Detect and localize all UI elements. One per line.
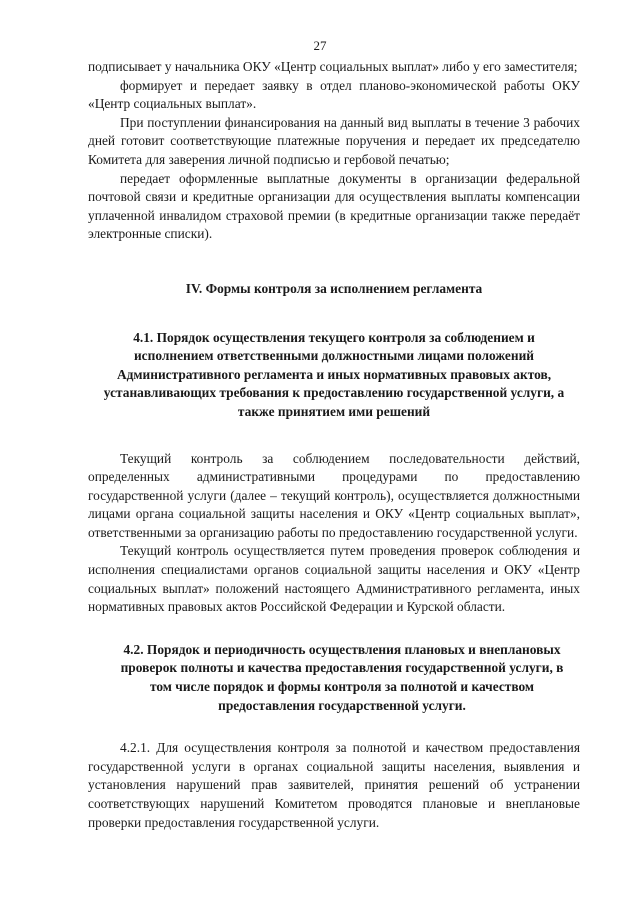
- paragraph-4-2-1: 4.2.1. Для осуществления контроля за полнотой и качеством предоставления государственной услуги в органах социальной защиты населения, выявления и установления нарушений прав заявителей, принятия решений об устранении соответствующих нарушений Комитетом проводятся плановые и внеплановые проверки предоставления государственной услуги.: [88, 740, 580, 830]
- section-iv-title: IV. Формы контроля за исполнением регламента: [185, 280, 483, 296]
- page-content: [88, 58, 580, 832]
- page-number: 27: [313, 38, 327, 53]
- paragraph-financing: При поступлении финансирования на данный вид выплаты в течение 3 рабочих дней готовит соответствующие платежные поручения и передает их председателю Комитета для заверения личной подписью и гербовой печатью;: [88, 114, 580, 167]
- subsection-4-2-title: 4.2. Порядок и периодичность осуществления плановых и внеплановых проверок полноты и качества предоставления государственной услуги, в том числе порядок и формы контроля за полнотой и качеством предоставления государственной услуги.: [120, 641, 564, 713]
- paragraph-current-control: Текущий контроль за соблюдением последовательности действий, определенных административными процедурами по предоставлению государственной услуги (далее – текущий контроль), осуществляется должностными лицами органа социальной защиты населения и ОКУ «Центр социальных выплат», ответственными за организацию работы по предоставлению государственной услуги.: [88, 450, 580, 540]
- paragraph-control-checks: Текущий контроль осуществляется путем проведения проверок соблюдения и исполнения специалистами органов социальной защиты населения и ОКУ «Центр социальных выплат» положений настоящего Административного регламента, иных нормативных правовых актов Российской Федерации и Курской области.: [88, 543, 580, 615]
- paragraph-signs: подписывает у начальника ОКУ «Центр социальных выплат» либо у его заместителя;: [88, 59, 578, 74]
- paragraph-transfers-documents: передает оформленные выплатные документы в организации федеральной почтовой связи и кредитные организации для осуществления выплаты компенсации уплаченной инвалидом страховой премии (в кредитные организации также передаёт электронные списки).: [88, 170, 580, 242]
- subsection-4-1-title: 4.1. Порядок осуществления текущего контроля за соблюдением и исполнением ответственными должностными лицами положений Административного регламента и иных нормативных правовых актов, устанавливающих требования к предоставлению государственной услуги, а также принятием ими решений: [103, 329, 565, 419]
- paragraph-forms-request: формирует и передает заявку в отдел планово-экономической работы ОКУ «Центр социальных выплат».: [88, 77, 580, 112]
